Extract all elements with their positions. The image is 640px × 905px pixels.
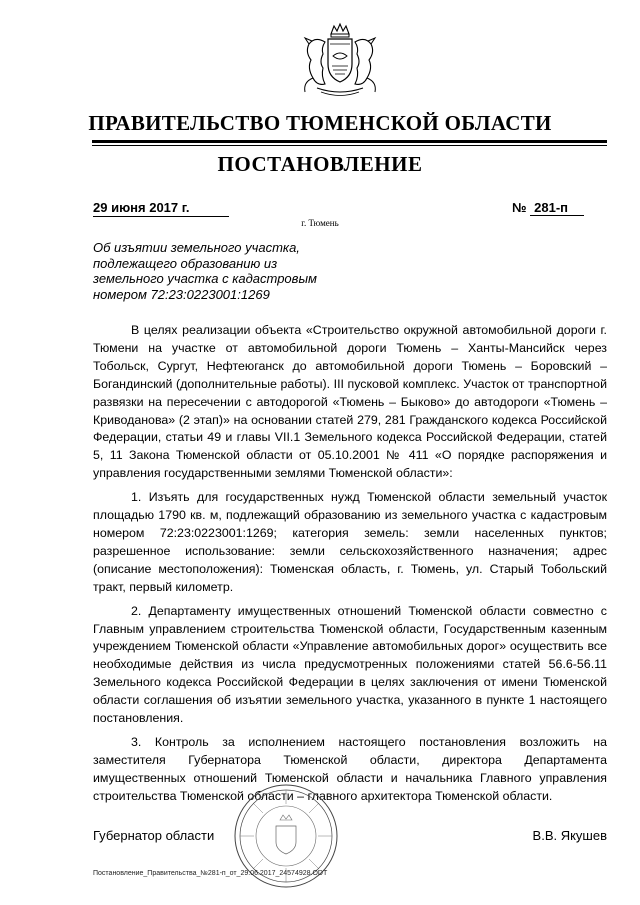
- document-type: ПОСТАНОВЛЕНИЕ: [217, 152, 423, 176]
- subject-line: номером 72:23:0223001:1269: [93, 286, 270, 302]
- preamble-paragraph: В целях реализации объекта «Строительство окружной автомобильной дороги г. Тюмени на участке от автомобильной дороги Тюмень – Ханты-Мансийск через Тобольск, Сургут, Нефтеюганск до автомобильной дороги Тюмень – Боровский – Богандинский (дополнительные работы). III пусковой комплекс. Участок от транспортной развязки на пересечении с автодорогой «Тюмень – Быково» до автодороги «Тюмень – Криводанова» (2 этап)» на основании статей 279, 281 Гражданского кодекса Российской Федерации, статьи 49 и главы VII.1 Земельного кодекса Российской Федерации, статей 5, 11 Закона Тюменской области от 05.10.2001 № 411 «О порядке распоряжения и управления государственными землями Тюменской области»:: [93, 323, 607, 481]
- signatory-title: Губернатор области: [93, 828, 215, 843]
- subject-line: подлежащего образованию из: [93, 255, 278, 271]
- document-body: [93, 322, 607, 812]
- subject-line: Об изъятии земельного участка,: [93, 240, 300, 255]
- document-number: [512, 200, 584, 216]
- subject-line: земельного участка с кадастровым: [93, 271, 317, 286]
- number-value: 281-п: [530, 200, 584, 216]
- header-rule-thick: [92, 140, 607, 143]
- document-city: г. Тюмень: [301, 218, 339, 228]
- header-rule-thin: [92, 145, 607, 146]
- clause-2-paragraph: 2. Департаменту имущественных отношений Тюменской области совместно с Главным управлением строительства Тюменской области, Государственным казенным учреждением Тюменской области «Управление автомобильных дорог» осуществить все необходимые действия из числа предусмотренных положениями статей 56.6-56.11 Земельного кодекса Российской Федерации в целях заключения от имени Тюменской области соглашения об изъятии земельного участка, указанного в пункте 1 настоящего постановления.: [93, 603, 607, 726]
- organization-name: ПРАВИТЕЛЬСТВО ТЮМЕНСКОЙ ОБЛАСТИ: [88, 111, 552, 135]
- signatory-name: В.В. Якушев: [532, 828, 607, 843]
- footer-filename: Постановление_Правительства_№281-п_от_29.06.2017_24574928.ODT: [93, 870, 328, 877]
- clause-3-paragraph: 3. Контроль за исполнением настоящего постановления возложить на заместителя Губернатора Тюменской области, директора Департамента имущественных отношений Тюменской области и начальника Главного управления строительства Тюменской области – главного архитектора Тюменской области.: [93, 734, 607, 803]
- clause-1-paragraph: 1. Изъять для государственных нужд Тюменской области земельный участок площадью 1790 кв. м, подлежащий образованию из земельного участка с кадастровым номером 72:23:0223001:1269; категория земель: земли населенных пунктов; разрешенное использование: земли сельскохозяйственного назначения; адрес (описание местоположения): Тюменская область, г. Тюмень, ул. Старый Тобольский тракт, первый километр.: [93, 490, 607, 594]
- tyumen-coat-of-arms-icon: [295, 22, 385, 100]
- document-subject: [93, 240, 353, 302]
- number-label: №: [512, 200, 527, 215]
- document-date: 29 июня 2017 г.: [93, 200, 229, 217]
